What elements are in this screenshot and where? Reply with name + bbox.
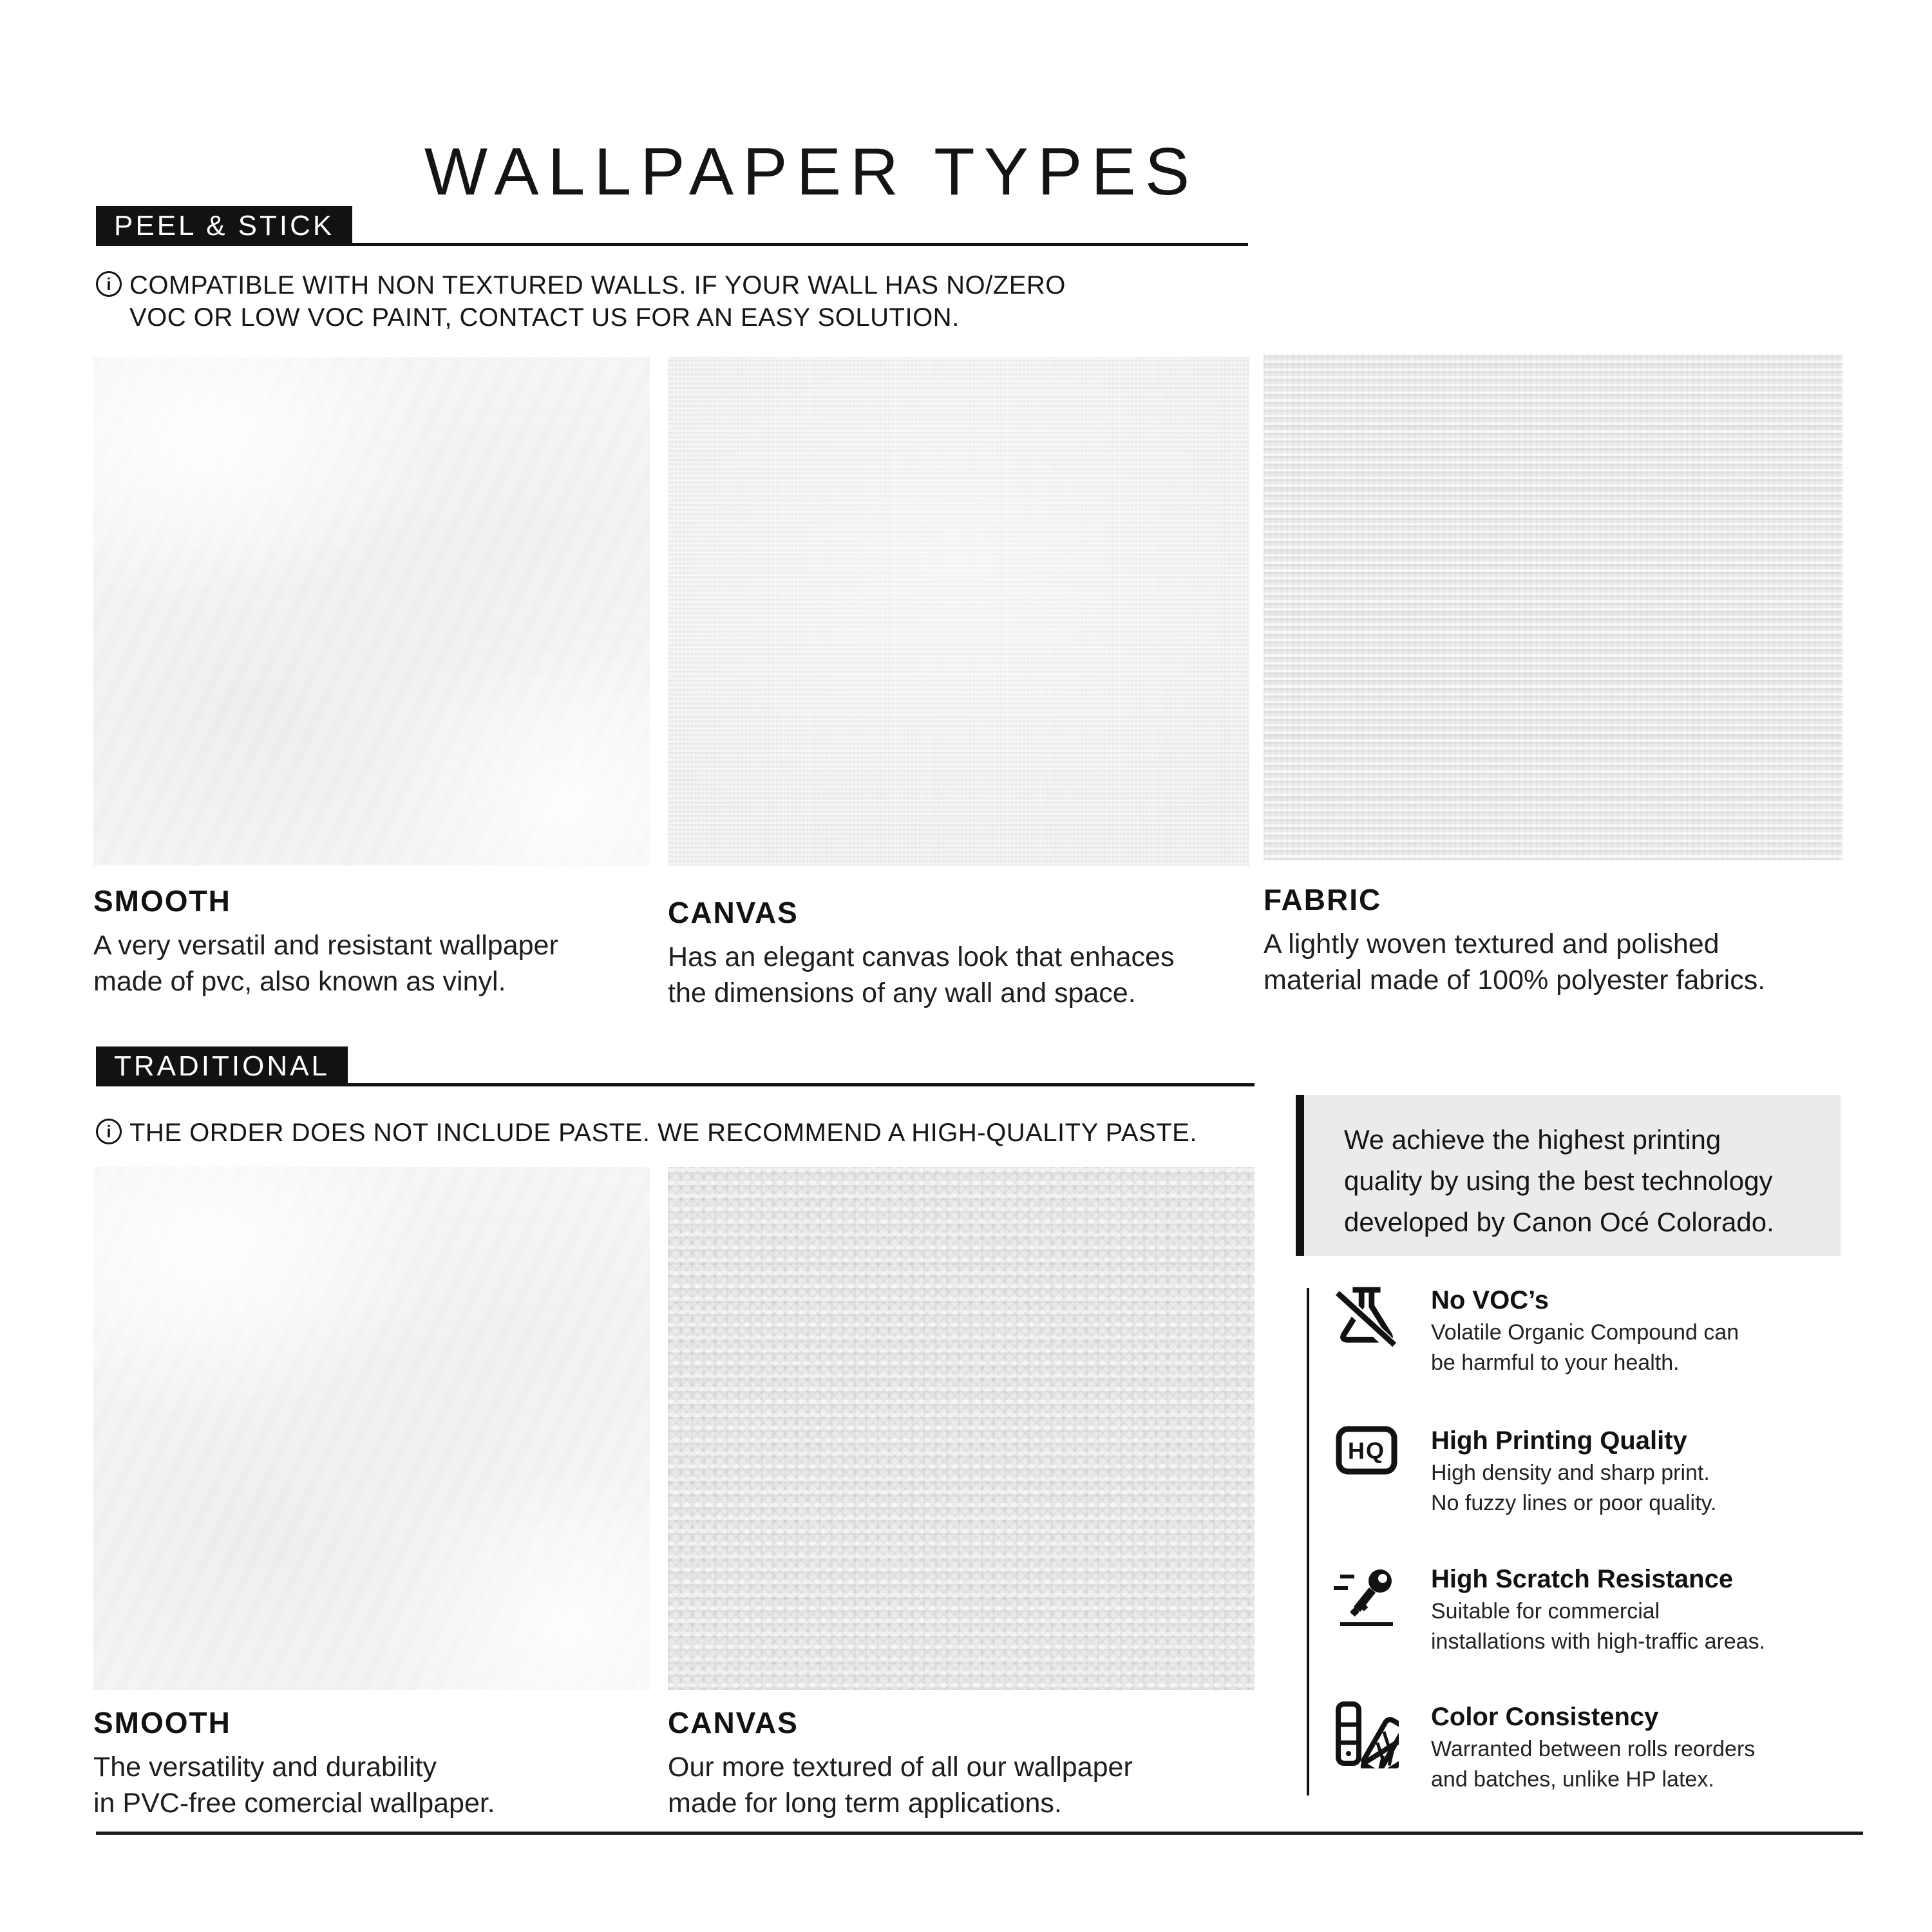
swatch-label: CANVAS	[668, 896, 799, 929]
peel-stick-canvas-column	[668, 357, 1249, 1011]
swatch-label: CANVAS	[668, 1706, 799, 1739]
feature-title: High Printing Quality	[1431, 1426, 1687, 1455]
smooth-texture-swatch	[93, 1167, 650, 1690]
info-icon: i	[96, 271, 122, 297]
feature-high-printing-quality	[1328, 1425, 1716, 1519]
peel-stick-smooth-column	[93, 357, 650, 999]
feature-text: No VOC’s Volatile Organic Compound can be harmful to your health.	[1431, 1286, 1739, 1375]
fabric-texture-swatch	[1264, 354, 1842, 860]
feature-text: Color Consistency Warranted between rolls reorders and batches, unlike HP latex.	[1431, 1703, 1756, 1792]
features-vertical-rule	[1307, 1288, 1309, 1795]
swatch-description: The versatility and durability in PVC-free comercial wallpaper.	[93, 1752, 495, 1819]
highlight-text: We achieve the highest printing quality by using the best technology developed by Canon Océ Colorado.	[1344, 1124, 1774, 1237]
svg-text:HQ: HQ	[1348, 1437, 1385, 1464]
flask-no-voc-icon	[1328, 1285, 1405, 1349]
swatch-description: Our more textured of all our wallpaper made for long term applications.	[668, 1752, 1133, 1819]
traditional-note	[96, 1117, 1197, 1149]
swatch-label: FABRIC	[1264, 883, 1382, 916]
feature-text: High Printing Quality High density and sharp print. No fuzzy lines or poor quality.	[1431, 1426, 1717, 1515]
peel-and-stick-badge: PEEL & STICK	[96, 206, 352, 246]
traditional-canvas-column	[668, 1167, 1255, 1821]
note-line: VOC OR LOW VOC PAINT, CONTACT US FOR AN EASY SOLUTION.	[129, 303, 960, 332]
feature-color-consistency	[1328, 1701, 1755, 1795]
hq-badge-icon	[1328, 1423, 1405, 1482]
bottom-divider	[96, 1832, 1863, 1835]
feature-no-vocs	[1328, 1285, 1739, 1378]
smooth-texture-swatch	[93, 357, 650, 866]
printing-quality-highlight	[1296, 1095, 1841, 1256]
note-text	[129, 269, 1066, 334]
traditional-badge: TRADITIONAL	[96, 1046, 348, 1086]
swatch-description: Has an elegant canvas look that enhaces the dimensions of any wall and space.	[668, 942, 1175, 1009]
swatch-description: A very versatil and resistant wallpaper made of pvc, also known as vinyl.	[93, 930, 558, 997]
swatch-label: SMOOTH	[93, 884, 231, 918]
canvas-texture-swatch	[668, 357, 1249, 866]
key-scratch-icon	[1328, 1564, 1405, 1628]
feature-high-scratch-resistance	[1328, 1564, 1765, 1657]
peel-stick-fabric-column	[1264, 354, 1842, 998]
peel-and-stick-note	[96, 269, 1066, 334]
canvas-texture-swatch	[668, 1167, 1255, 1690]
swatch-label: SMOOTH	[93, 1706, 231, 1739]
feature-text: High Scratch Resistance Suitable for commercial installations with high-traffic areas.	[1431, 1565, 1766, 1654]
info-icon: i	[96, 1119, 122, 1144]
feature-title: High Scratch Resistance	[1431, 1565, 1734, 1593]
swatch-description: A lightly woven textured and polished material made of 100% polyester fabrics.	[1264, 929, 1766, 996]
feature-title: Color Consistency	[1431, 1703, 1659, 1731]
note-line: COMPATIBLE WITH NON TEXTURED WALLS. IF YOUR WALL HAS NO/ZERO	[129, 271, 1066, 299]
note-text	[129, 1117, 1197, 1149]
note-line: THE ORDER DOES NOT INCLUDE PASTE. WE RECOMMEND A HIGH-QUALITY PASTE.	[129, 1119, 1197, 1147]
traditional-smooth-column	[93, 1167, 650, 1821]
color-swatches-icon	[1328, 1701, 1405, 1768]
page-title: WALLPAPER TYPES	[424, 134, 1199, 209]
feature-title: No VOC’s	[1431, 1286, 1549, 1314]
